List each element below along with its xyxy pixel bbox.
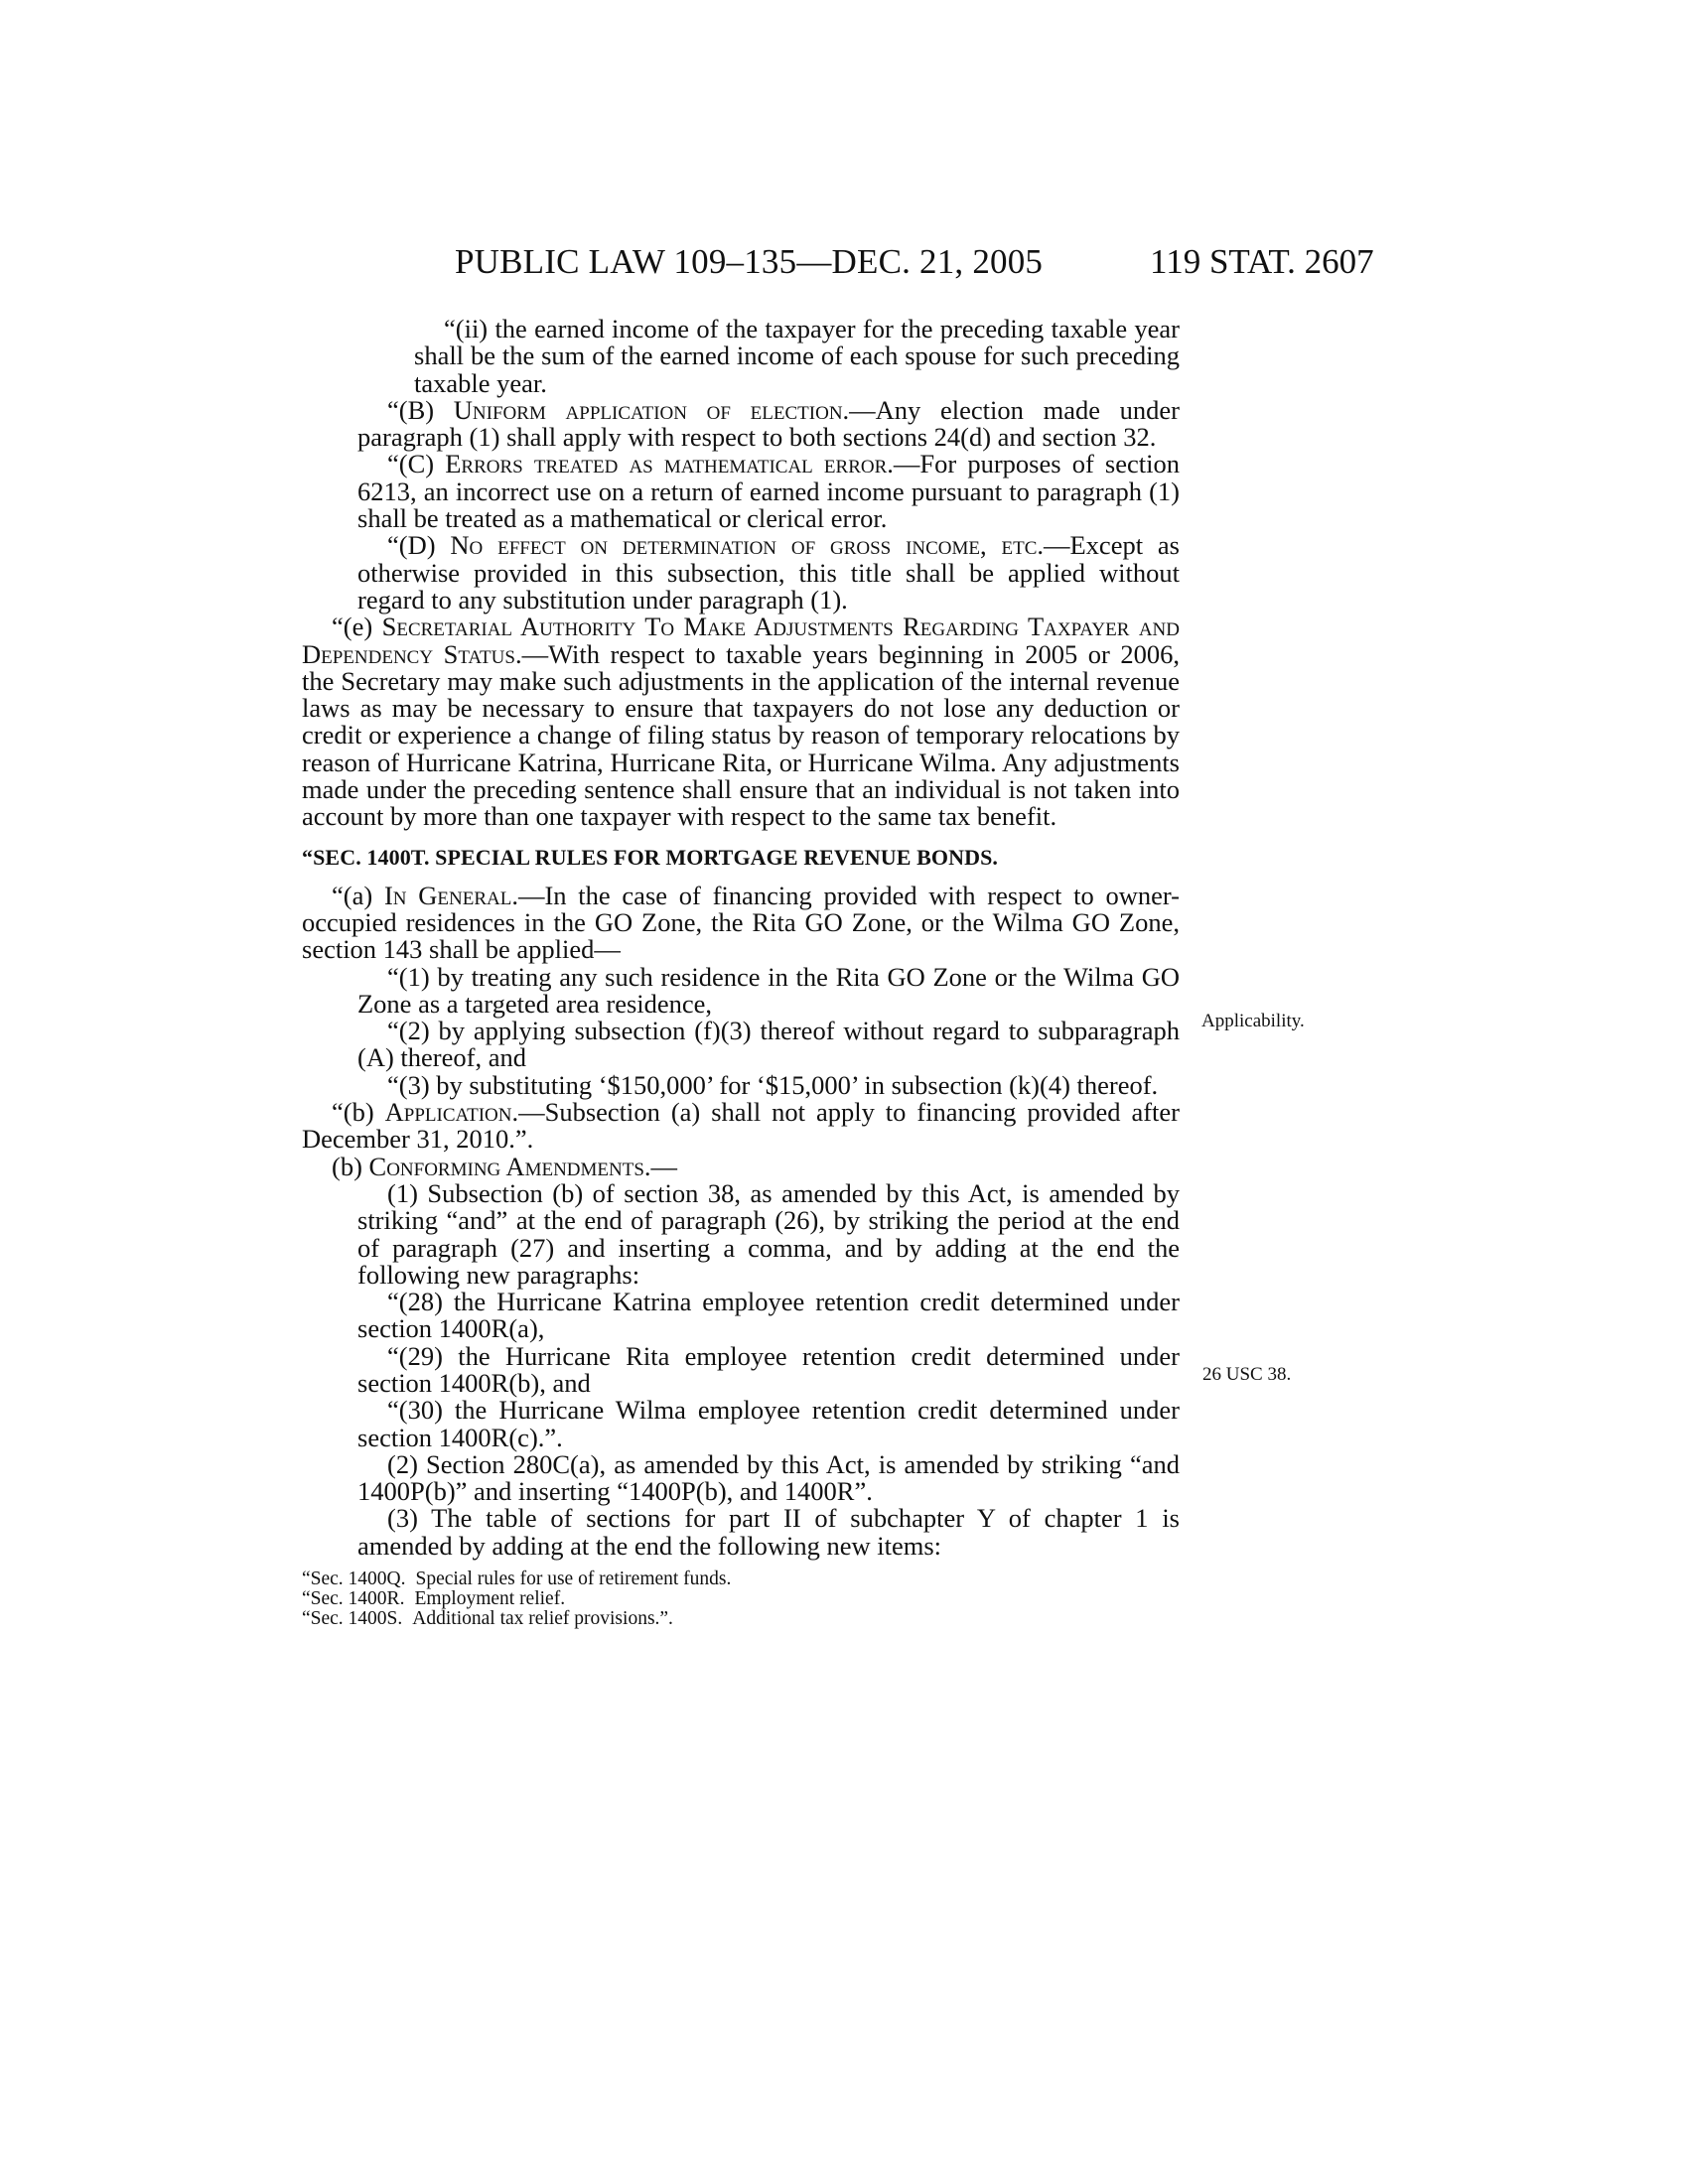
subsection-e: “(e) Secretarial Authority To Make Adjustments Regarding Taxpayer and Dependency Status.—With respect to taxable years beginning in 2005 or 2006, the Secretary may make such adjustments in the application of the internal revenue laws as may be necessary to ensure that taxpayers do not lose any deduction or credit or experience a change of filing status by reason of temporary relocations by reason of Hurricane Katrina, Hurricane Rita, or Hurricane Wilma. Any adjustments made under the preceding sentence shall ensure that an individual is not taken into account by more than one taxpayer with respect to the same tax benefit. [302,612,1180,832]
margin-note-applicability: Applicability. [1201,1011,1305,1031]
section-heading: “SEC. 1400T. SPECIAL RULES FOR MORTGAGE REVENUE BONDS. [302,844,999,870]
heading-C: Errors treated as mathematical error [445,449,888,479]
amendment-1: (1) Subsection (b) of section 38, as amended by this Act, is amended by striking “and” at the end of paragraph (26), by striking the period at the end of paragraph (27) and inserting a comma, and by adding at the end the following new paragraphs: [357,1177,1180,1290]
clause-ii: “(ii) the earned income of the taxpayer for the preceding taxable year shall be the sum of the earned income of each spouse for such preceding taxable year. [414,314,1180,398]
page-number: 119 STAT. 2607 [1150,242,1374,281]
heading-D: No effect on determination of gross income, etc [450,530,1038,561]
subsection-b: “(b) Application.—Subsection (a) shall not apply to financing provided after December 31, 2010.”. [302,1097,1181,1155]
running-head-title: PUBLIC LAW 109–135—DEC. 21, 2005 [455,242,1044,281]
table-of-sections [302,1570,1180,1630]
amendment-2: (2) Section 280C(a), as amended by this Act, is amended by striking “and 1400P(b)” and inserting “1400P(b), and 1400R”. [357,1448,1180,1507]
subsection-a: “(a) In General.—In the case of financing provided with respect to owner-occupied residences in the GO Zone, the Rita GO Zone, or the Wilma GO Zone, section 143 shall be applied— [302,880,1180,965]
subparagraph-D: “(D) No effect on determination of gross income, etc.—Except as otherwise provided in this subsection, this title shall be applied without regard to any substitution under paragraph (1). [357,530,1180,614]
paragraph-2: “(2) by applying subsection (f)(3) thereof without regard to subparagraph (A) thereof, and [357,1016,1180,1073]
amendment-3: (3) The table of sections for part II of subchapter Y of chapter 1 is amended by adding at the end the following new items: [357,1503,1180,1561]
new-paragraph-30: “(30) the Hurricane Wilma employee retention credit determined under section 1400R(c).”. [357,1395,1180,1452]
margin-note-usc: 26 USC 38. [1202,1364,1292,1385]
heading-conforming: Conforming Amendments [368,1151,644,1181]
heading-a: In General [383,880,512,910]
toc-item: “Sec. 1400R. Employment relief. [302,1588,566,1610]
heading-e: Secretarial Authority To Make Adjustments Regarding Taxpayer and Dependency Status [302,612,1180,669]
document-body [302,316,1180,1630]
toc-item: “Sec. 1400Q. Special rules for use of retirement funds. [302,1569,732,1590]
new-paragraph-29: “(29) the Hurricane Rita employee retention credit determined under section 1400R(b), and [357,1340,1180,1398]
paragraph-1: “(1) by treating any such residence in the Rita GO Zone or the Wilma GO Zone as a targeted area residence, [357,961,1180,1019]
paragraph-3: “(3) by substituting ‘$150,000’ for ‘$15,000’ in subsection (k)(4) thereof. [387,1069,1159,1100]
conforming-amendments: (b) Conforming Amendments.— [332,1151,678,1181]
heading-b: Application [384,1097,512,1128]
toc-item: “Sec. 1400S. Additional tax relief provisions.”. [302,1608,673,1630]
subparagraph-B: “(B) Uniform application of election.—Any election made under paragraph (1) shall apply with respect to both sections 24(d) and section 32. [357,394,1181,453]
new-paragraph-28: “(28) the Hurricane Katrina employee retention credit determined under section 1400R(a), [357,1287,1180,1344]
heading-B: Uniform application of election [453,394,843,425]
subparagraph-C: “(C) Errors treated as mathematical error.—For purposes of section 6213, an incorrect use on a return of earned income pursuant to paragraph (1) shall be treated as a mathematical or clerical error. [357,449,1180,534]
